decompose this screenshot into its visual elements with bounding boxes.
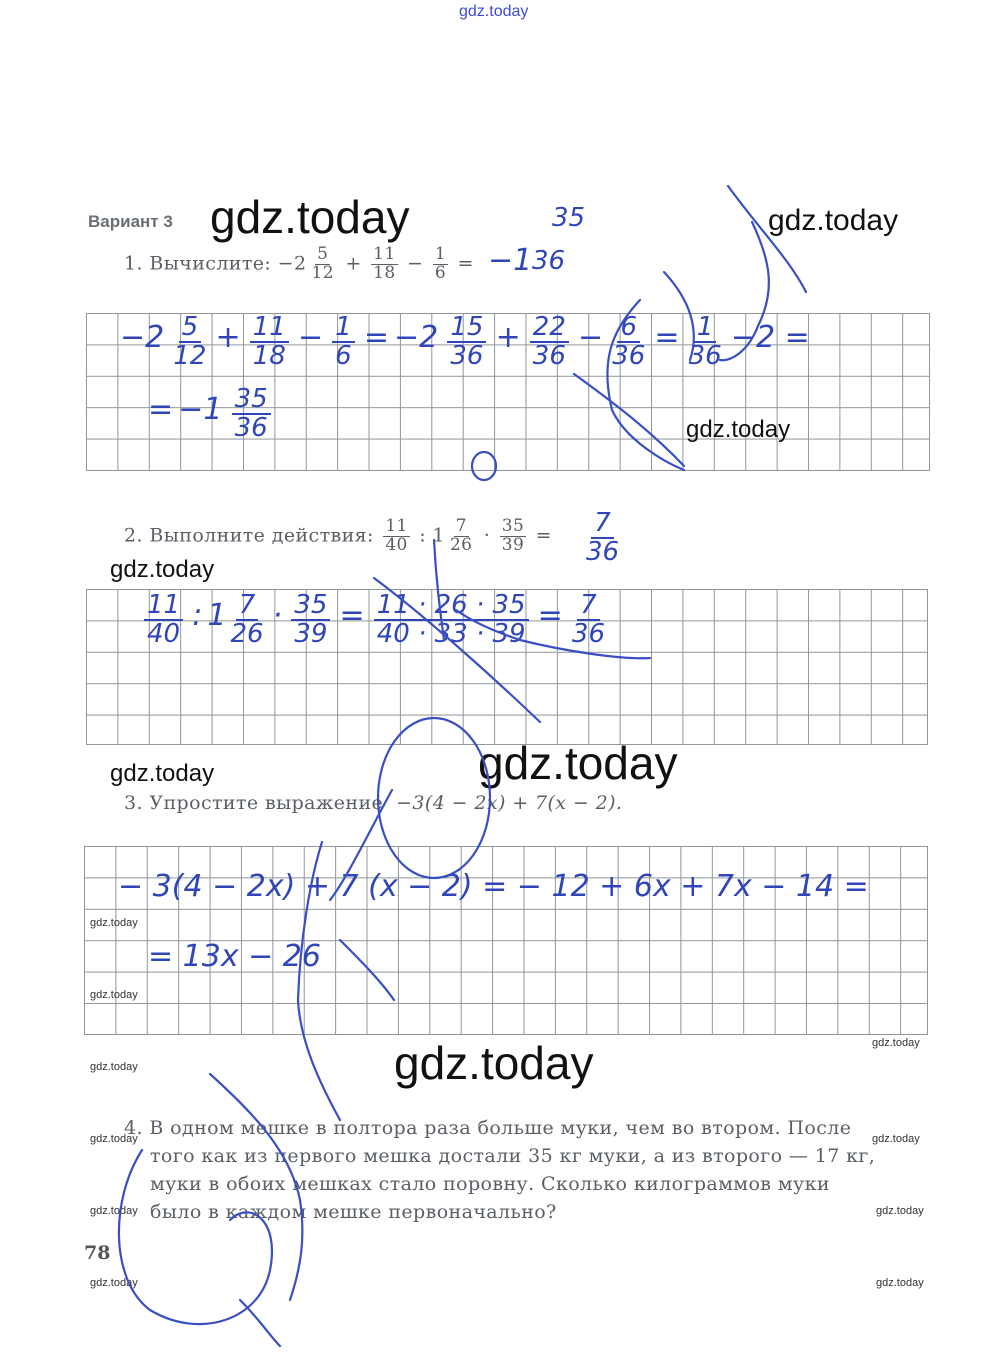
watermark-small: gdz.today	[90, 917, 138, 929]
task3-work-line1: − 3(4 − 2x) + 7 (x − 2) = − 12 + 6x + 7x − 14 =	[118, 869, 869, 904]
watermark-large: gdz.today	[478, 737, 678, 789]
scribble-line	[720, 222, 769, 360]
watermark-small: gdz.today	[872, 1037, 920, 1049]
watermark: gdz.today	[768, 204, 899, 237]
scribble-loop	[378, 718, 490, 878]
watermark-small: gdz.today	[90, 1205, 138, 1217]
watermark-large: gdz.today	[394, 1037, 594, 1089]
variant-label: Вариант 3	[88, 212, 173, 231]
scribble-line	[240, 1300, 280, 1346]
watermark-small: gdz.today	[90, 989, 138, 1001]
fraction: $\frac{5}{12}$	[311, 244, 334, 283]
task2-statement: 2. Выполните действия: $\frac{11}{40}$ : 1 $\frac{7}{26}$ · $\frac{35}{39}$ =	[124, 516, 552, 555]
task3-statement: 3. Упростите выражение −3(4 − 2x) + 7(x − 2).	[124, 792, 623, 814]
task1-answer: −1	[488, 243, 533, 278]
scribble-line	[574, 374, 684, 466]
task1-answer-den: 36	[532, 246, 566, 276]
scribble-line	[210, 1074, 302, 1300]
scribble-line	[298, 842, 340, 1120]
watermark: gdz.today	[110, 556, 215, 583]
scribble-circle	[472, 452, 496, 480]
task1-work-line1: −2 $\frac{5}{12}$ + $\frac{11}{18}$ − $\frac{1}{6}$ = −2 $\frac{15}{36}$ + $\frac{22}{36}$ − $\frac{6}{36}$ = $\frac{1}{36}$ −2 =	[120, 312, 810, 372]
task3-work-line2: = 13x − 26	[148, 939, 321, 974]
scribble-line	[340, 940, 394, 1000]
watermark-large: gdz.today	[210, 191, 410, 243]
watermark-top: gdz.today	[459, 3, 529, 20]
scribble-line	[664, 272, 694, 360]
fraction: $\frac{1}{6}$	[434, 244, 447, 283]
task1-statement: 1. Вычислите: −2 $\frac{5}{12}$ + $\frac{11}{18}$ − $\frac{1}{6}$ =	[124, 244, 474, 283]
scribble-line	[330, 790, 392, 900]
scribble-line	[434, 540, 444, 640]
watermark-small: gdz.today	[872, 1133, 920, 1145]
watermark-small: gdz.today	[90, 1133, 138, 1145]
scribble-check-mark	[728, 186, 806, 292]
watermark-small: gdz.today	[90, 1061, 138, 1073]
page-number: 78	[84, 1242, 111, 1264]
watermark: gdz.today	[686, 416, 791, 443]
scribble-line	[456, 610, 650, 658]
scribble-line	[607, 300, 684, 470]
task2-work: $\frac{11}{40}$ : 1 $\frac{7}{26}$ · $\frac{35}{39}$ = $\frac{11 \cdot 26 \cdot 35}{40 \cdot 33 \cdot 39}$ = $\frac{7}{36}$	[140, 592, 609, 649]
scribble-loop-bottom	[119, 1150, 272, 1324]
task1-work-line2: = −1 $\frac{35}{36}$	[148, 386, 275, 443]
task2-answer: $\frac{7}{36}$	[586, 508, 620, 568]
fraction: $\frac{11}{18}$	[373, 244, 396, 283]
scribble-line	[374, 578, 540, 722]
watermark: gdz.today	[110, 760, 215, 787]
task4-statement: 4. В одном мешке в полтора раза больше муки, чем во втором. После того как из первого мешка достали 35 кг муки, а из второго — 17 кг, муки в обоих мешках стало поровну. Сколько килограммов муки было в каждом мешке первоначально?	[124, 1117, 876, 1223]
watermark-small: gdz.today	[876, 1277, 924, 1289]
task1-answer-num: 35	[552, 203, 586, 233]
watermark-small: gdz.today	[876, 1205, 924, 1217]
watermark-small: gdz.today	[90, 1277, 138, 1289]
